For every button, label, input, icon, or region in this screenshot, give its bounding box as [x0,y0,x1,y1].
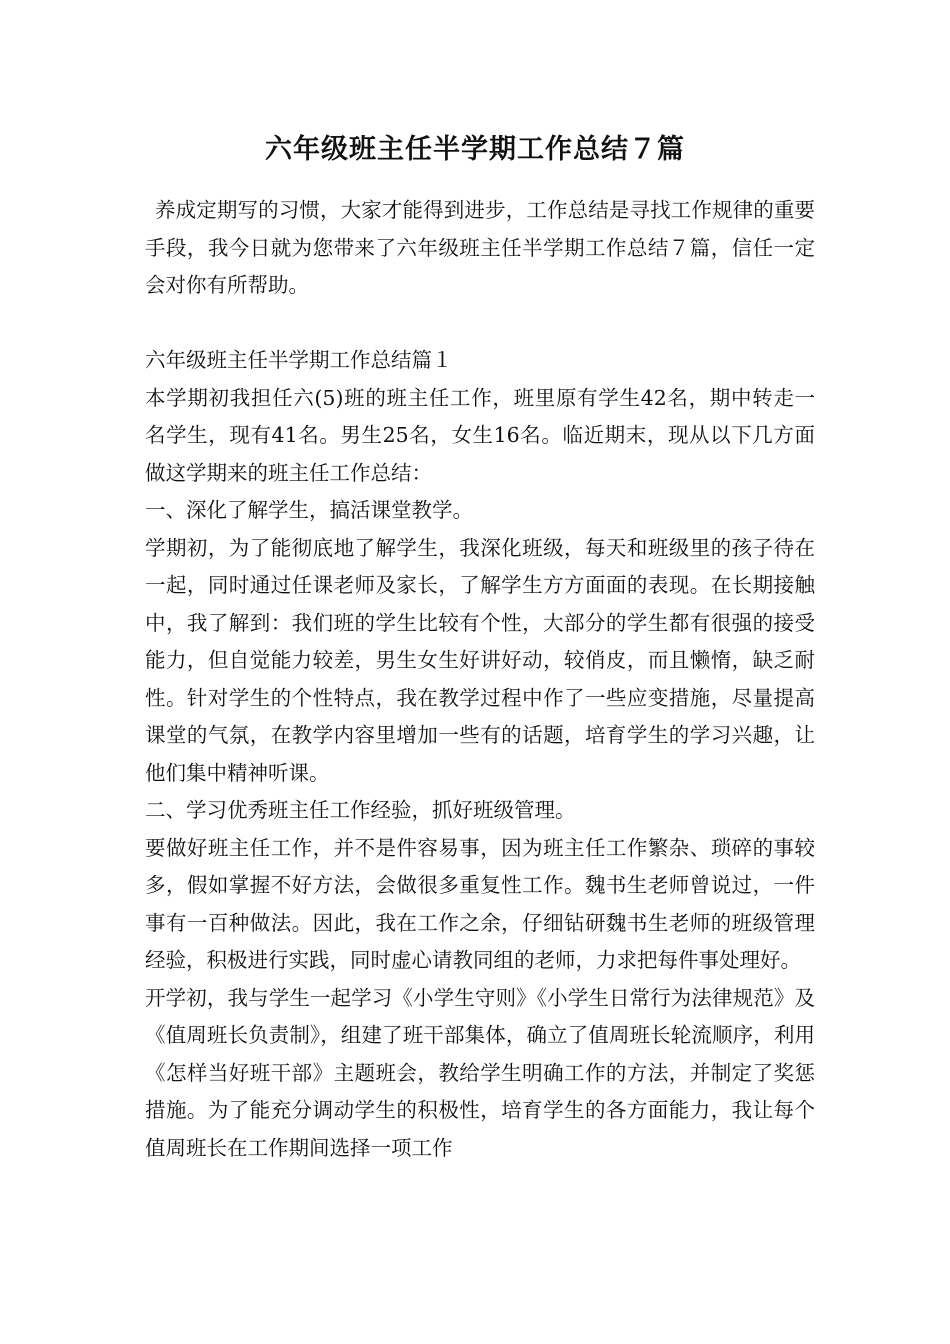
body-paragraph-2: 学期初，为了能彻底地了解学生，我深化班级，每天和班级里的孩子待在一起，同时通过任课老师及家长，了解学生方方面面的表现。在长期接触中，我了解到：我们班的学生比较有个性，大部分的学生都有很强的接受能力，但自觉能力较差，男生女生好讲好动，较俏皮，而且懒惰，缺乏耐性。针对学生的个性特点，我在教学过程中作了一些应变措施，尽量提高课堂的气氛，在教学内容里增加一些有的话题，培育学生的学习兴趣，让他们集中精神听课。 [145,535,815,785]
subheading-1: 一、深化了解学生，搞活课堂教学。 [145,498,473,522]
body-paragraph-3: 要做好班主任工作，并不是件容易事，因为班主任工作繁杂、琐碎的事较多，假如掌握不好方法，会做很多重复性工作。魏书生老师曾说过，一件事有一百种做法。因此，我在工作之余，仔细钻研魏书生老师的班级管理经验，积极进行实践，同时虚心请教同组的老师，力求把每件事处理好。 [145,835,815,972]
body-paragraph-1: 本学期初我担任六(5)班的班主任工作，班里原有学生42名，期中转走一名学生，现有41名。男生25名，女生16名。临近期末，现从以下几方面做这学期来的班主任工作总结： [145,385,815,485]
document-title: 六年级班主任半学期工作总结７篇 [265,134,685,165]
paragraph-spacer [145,305,815,343]
body-paragraph-4: 开学初，我与学生一起学习《小学生守则》《小学生日常行为法律规范》及《值周班长负责制》，组建了班干部集体，确立了值周班长轮流顺序，利用《怎样当好班干部》主题班会，教给学生明确工作的方法，并制定了奖惩措施。为了能充分调动学生的积极性，培育学生的各方面能力，我让每个值周班长在工作期间选择一项工作 [145,985,815,1160]
intro-paragraph: 养成定期写的习惯，大家才能得到进步，工作总结是寻找工作规律的重要手段，我今日就为您带来了六年级班主任半学期工作总结７篇，信任一定会对你有所帮助。 [145,198,815,297]
subheading-2: 二、学习优秀班主任工作经验，抓好班级管理。 [145,798,576,822]
document-body [145,192,815,1167]
section-heading: 六年级班主任半学期工作总结篇１ [145,348,453,372]
